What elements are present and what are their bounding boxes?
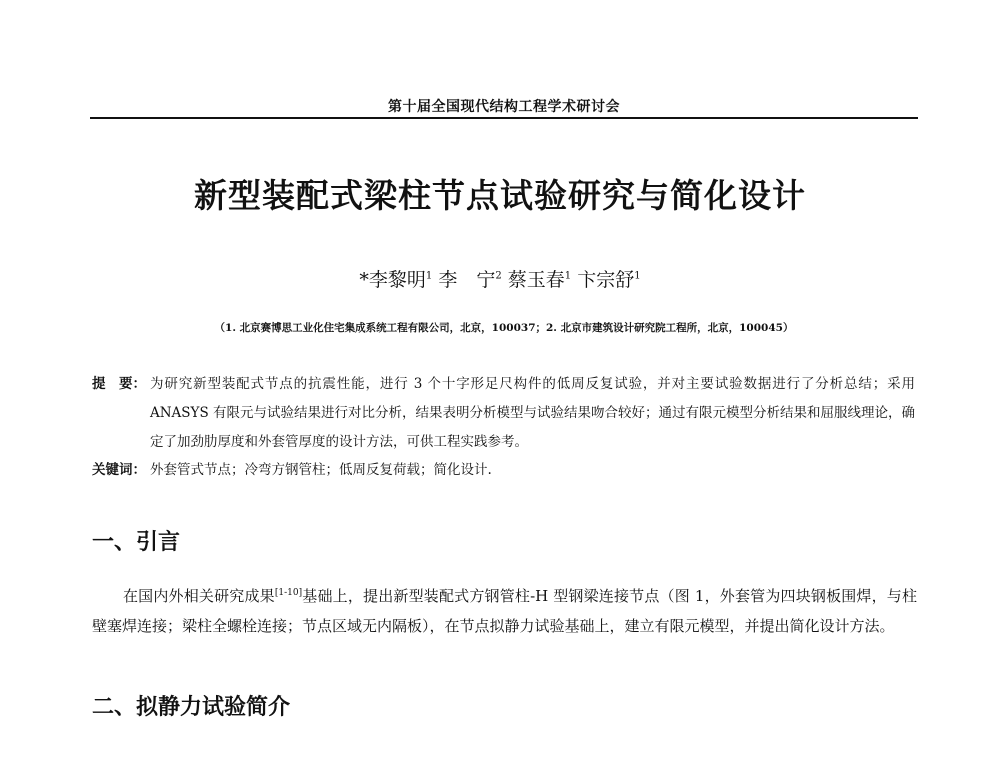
author-name: 蔡玉春: [507, 269, 565, 291]
header-rule: [90, 117, 918, 119]
author-affil-mark: 1: [425, 270, 433, 282]
author-affil-mark: 1: [564, 270, 572, 282]
paragraph-text: 在国内外相关研究成果: [123, 587, 275, 605]
abstract-text: 为研究新型装配式节点的抗震性能，进行 3 个十字形足尺构件的低周反复试验，并对主要试验数据进行了分析总结；采用 ANASYS 有限元与试验结果进行对比分析，结果表明分析模型与试验结果吻合较好；通过有限元模型分析结果和屈服线理论，确定了加劲肋厚度和外套管厚度的设计方法，可供工程实践参考。: [150, 376, 916, 450]
running-header: 第十届全国现代结构工程学术研讨会: [388, 99, 620, 115]
abstract-label: 提 要：: [92, 376, 146, 392]
paragraph-text: 基础上，提出新型装配式方钢管柱-H 型钢梁连接节点（图 1，外套管为四块钢板围焊，与柱壁塞焊连接；梁柱全螺栓连接；节点区域无内隔板），在节点拟静力试验基础上，建立有限元模型，并提出简化设计方法。: [92, 587, 917, 635]
author-affil-mark: 1: [634, 270, 641, 282]
author-name: 卞宗舒: [577, 269, 635, 291]
author-affil-mark: 2: [495, 270, 502, 282]
introduction-paragraph: [92, 578, 917, 641]
citation-ref: [1-10]: [274, 588, 303, 598]
keywords-text: 外套管式节点；冷弯方钢管柱；低周反复荷载；简化设计.: [150, 462, 492, 478]
keywords-label: 关键词：: [92, 462, 146, 478]
author-name: *李黎明: [359, 269, 426, 291]
section-heading-introduction: 一、引言: [92, 530, 181, 555]
author-list: [60, 265, 940, 292]
affiliation: （1. 北京赛博思工业化住宅集成系统工程有限公司，北京，100037；2. 北京市建筑设计研究院工程所，北京，100045）: [214, 322, 794, 334]
section-heading-pseudo-static-test: 二、拟静力试验简介: [92, 695, 291, 720]
author-name: 李 宁: [438, 269, 496, 291]
paper-title: 新型装配式梁柱节点试验研究与简化设计: [194, 176, 806, 215]
